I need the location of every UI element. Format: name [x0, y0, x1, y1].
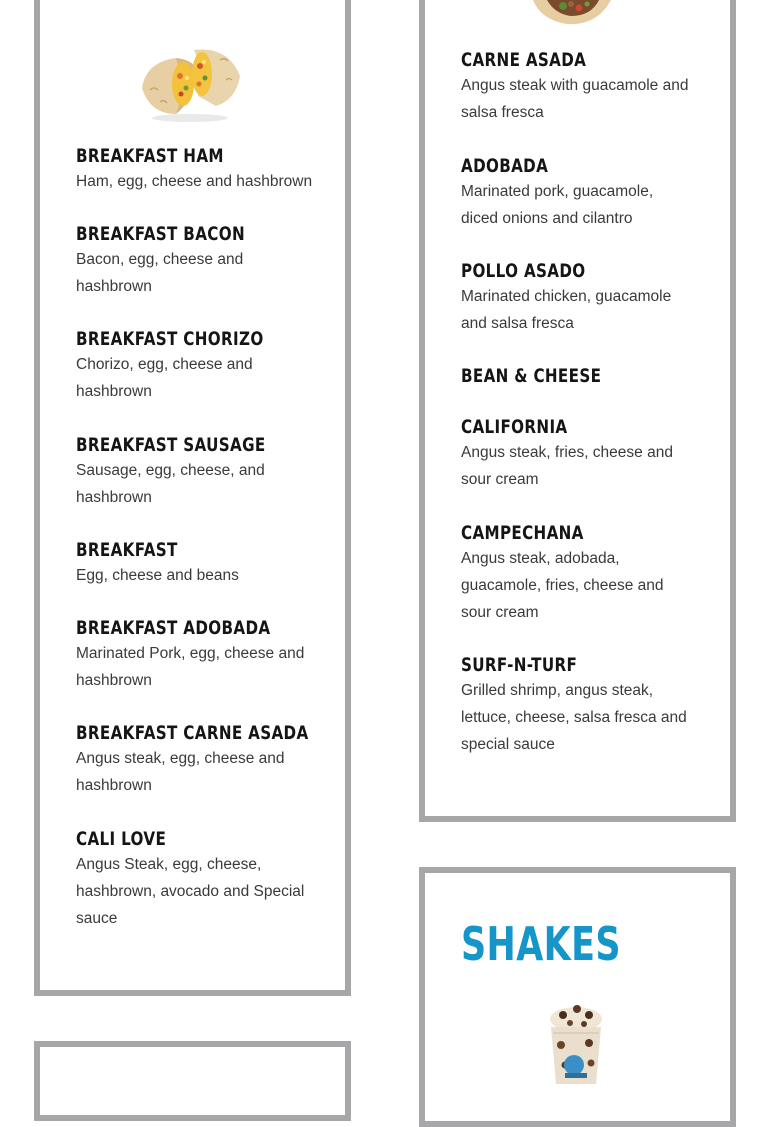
breakfast-burrito-image: [136, 40, 244, 124]
milkshake-image: [543, 1003, 609, 1084]
item-description: Marinated pork, guacamole, diced onions and cilantro: [461, 183, 654, 228]
item-name: CAMPECHANA: [461, 523, 584, 544]
next-menu-panel: [34, 1041, 351, 1121]
item-name: SURF-N-TURF: [461, 655, 578, 676]
menu-item: [461, 417, 696, 493]
item-name: BREAKFAST BACON: [76, 224, 245, 245]
menu-item: [461, 261, 696, 337]
item-description: Grilled shrimp, angus steak, lettuce, cheese, salsa fresca and special sauce: [461, 682, 687, 754]
menu-item: [76, 723, 322, 799]
menu-item: [76, 540, 322, 589]
menu-item: [461, 156, 696, 232]
item-description: Angus steak with guacamole and salsa fresca: [461, 77, 689, 122]
item-description: Marinated chicken, guacamole and salsa fresca: [461, 288, 672, 333]
item-name: BREAKFAST ADOBADA: [76, 618, 271, 639]
item-description: Marinated Pork, egg, cheese and hashbrown: [76, 645, 305, 690]
item-description: Angus Steak, egg, cheese, hashbrown, avocado and Special sauce: [76, 856, 305, 928]
carne-asada-burrito-image: [527, 0, 617, 28]
menu-item: [461, 50, 696, 126]
item-name: BREAKFAST: [76, 540, 178, 561]
item-name: BREAKFAST CARNE ASADA: [76, 723, 309, 744]
item-name: BREAKFAST CHORIZO: [76, 329, 264, 350]
menu-item: [76, 829, 322, 932]
menu-item: [76, 329, 322, 405]
item-name: ADOBADA: [461, 156, 549, 177]
item-name: POLLO ASADO: [461, 261, 586, 282]
menu-item: [76, 224, 322, 300]
item-description: Angus steak, fries, cheese and sour cream: [461, 444, 673, 489]
item-name: BEAN & CHEESE: [461, 366, 602, 387]
menu-item: [76, 435, 322, 511]
menu-item: [461, 366, 696, 388]
item-name: CARNE ASADA: [461, 50, 587, 71]
menu-item: [461, 655, 696, 758]
menu-item: [76, 618, 322, 694]
menu-item: [461, 523, 696, 626]
shakes-heading: SHAKES: [461, 917, 621, 971]
item-name: BREAKFAST SAUSAGE: [76, 435, 266, 456]
item-description: Chorizo, egg, cheese and hashbrown: [76, 356, 253, 401]
shakes-panel: [419, 867, 736, 1127]
item-description: Sausage, egg, cheese, and hashbrown: [76, 462, 265, 507]
item-name: BREAKFAST HAM: [76, 146, 224, 167]
item-description: Angus steak, egg, cheese and hashbrown: [76, 750, 285, 795]
item-description: Bacon, egg, cheese and hashbrown: [76, 251, 244, 296]
item-description: Angus steak, adobada, guacamole, fries, cheese and sour cream: [461, 550, 664, 622]
item-name: CALIFORNIA: [461, 417, 568, 438]
item-description: Ham, egg, cheese and hashbrown: [76, 173, 313, 191]
item-name: CALI LOVE: [76, 829, 167, 850]
menu-item: [76, 146, 322, 195]
item-description: Egg, cheese and beans: [76, 567, 239, 585]
